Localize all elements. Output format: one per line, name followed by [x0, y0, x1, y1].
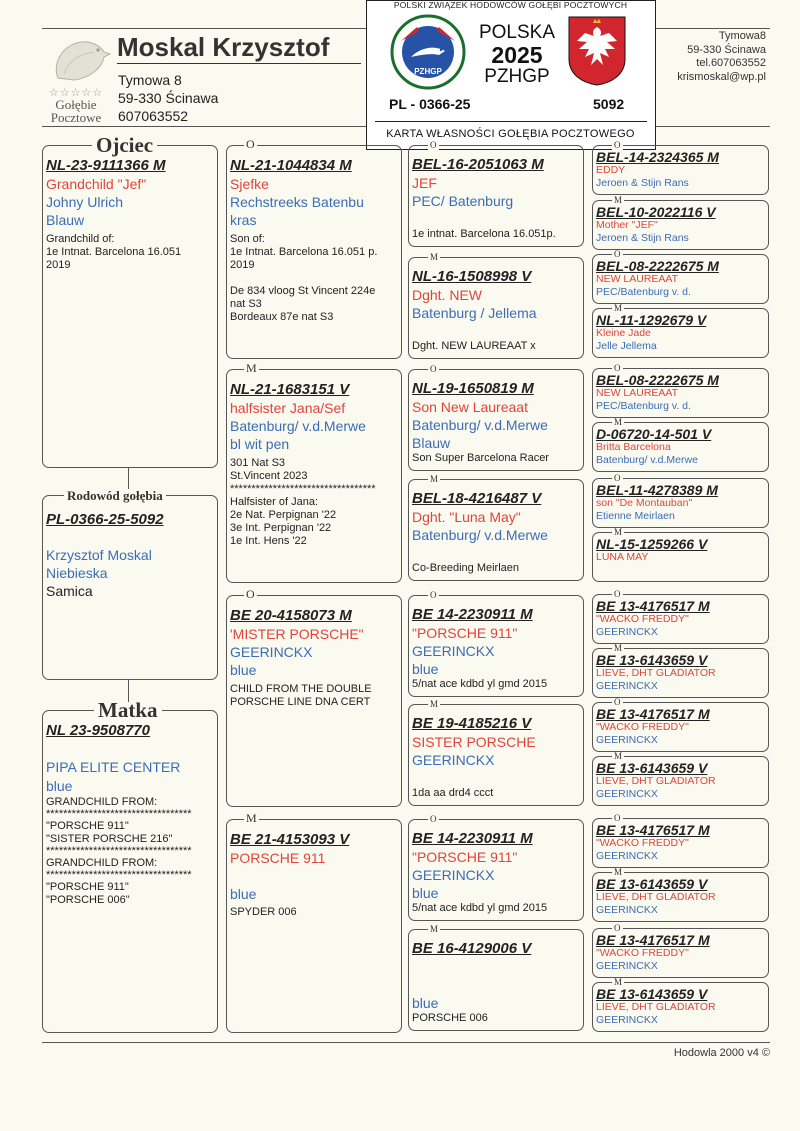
gen4-16-sex-label: M — [614, 977, 623, 987]
gen4-7-breeder: Etienne Meirlaen — [596, 510, 675, 522]
gen3-3-sex-label: O — [430, 364, 437, 374]
gen2-1-name: Sjefke — [230, 176, 269, 192]
card-top-text: POLSKI ZWIĄZEK HODOWCÓW GOŁĘBI POCZTOWYCH — [393, 0, 628, 10]
mother-label: Matka — [94, 702, 162, 719]
card-year: 2025 — [491, 42, 543, 68]
gen4-12-breeder: GEERINCKX — [596, 788, 658, 800]
gen3-8-color: blue — [412, 995, 439, 1011]
gen2-1-color: kras — [230, 212, 257, 228]
subject-ring: PL-0366-25-5092 — [46, 511, 164, 528]
gen2-1-notes: Son of: 1e Intnat. Barcelona 16.051 p. 2019 De 834 vloog St Vincent 224e nat S3 Bordeaux 87e nat S3 — [230, 233, 378, 323]
father-color: Blauw — [46, 212, 85, 228]
gen4-5-breeder: PEC/Batenburg v. d. — [596, 400, 691, 412]
gen4-11-ring: BE 13-4176517 M — [596, 706, 710, 722]
gen3-3-breeder: Batenburg/ v.d.Merwe — [412, 417, 548, 433]
father-label: Ojciec — [92, 137, 157, 154]
gen4-2-sex-label: M — [614, 195, 623, 205]
father-breeder: Johny Ulrich — [46, 194, 124, 210]
gen3-8-sex-label: M — [430, 924, 439, 934]
gen2-2-ring: NL-21-1683151 V — [230, 381, 350, 398]
gen4-15-ring: BE 13-4176517 M — [596, 932, 710, 948]
card-bottom-text: KARTA WŁASNOŚCI GOŁĘBIA POCZTOWEGO — [386, 128, 635, 140]
contact-email: krismoskal@wp.pl — [677, 70, 766, 83]
gen3-2-breeder: Batenburg / Jellema — [412, 305, 537, 321]
gen4-3-breeder: PEC/Batenburg v. d. — [596, 286, 691, 298]
gen4-7-ring: BEL-11-4278389 M — [596, 482, 718, 498]
owner-address-2: 59-330 Ścinawa — [118, 90, 219, 106]
gen2-3-color: blue — [230, 662, 257, 678]
gen4-14-sex-label: M — [614, 867, 623, 877]
gen4-7-sex-label: O — [614, 473, 621, 483]
header-contact — [677, 30, 766, 84]
gen4-13-name: "WACKO FREDDY" — [596, 837, 689, 849]
mother-notes: GRANDCHILD FROM: ********************************** "PORSCHE 911" "SISTER PORSCHE 216" ********************************** GRANDCHILD FROM: ********************************** "PORSCHE 911" "PORSCHE 006" — [46, 796, 192, 906]
card-ring-left: PL - 0366-25 — [389, 96, 471, 112]
polish-eagle-emblem-icon — [567, 15, 627, 92]
gen4-5-ring: BEL-08-2222675 M — [596, 372, 719, 388]
gen4-13-sex-label: O — [614, 813, 621, 823]
gen4-8-name: LUNA MAY — [596, 551, 649, 563]
mother-name: PIPA ELITE CENTER — [46, 759, 181, 775]
gen4-11-breeder: GEERINCKX — [596, 734, 658, 746]
gen3-3-name: Son New Laureaat — [412, 399, 528, 415]
gen2-4-name: PORSCHE 911 — [230, 850, 326, 866]
gen3-6-notes: 1da aa drd4 ccct — [412, 787, 494, 799]
logo-stars: ☆☆☆☆☆ — [48, 87, 104, 99]
gen3-7-breeder: GEERINCKX — [412, 867, 495, 883]
gen2-1-ring: NL-21-1044834 M — [230, 157, 352, 174]
father-ring: NL-23-9111366 M — [46, 157, 166, 174]
gen3-6-breeder: GEERINCKX — [412, 752, 495, 768]
gen3-8-notes: PORSCHE 006 — [412, 1012, 488, 1024]
gen2-1-breeder: Rechstreeks Batenbu — [230, 194, 364, 210]
owner-address-1: Tymowa 8 — [118, 72, 182, 88]
gen3-1-name: JEF — [412, 175, 437, 191]
pzhgp-emblem-icon — [389, 13, 467, 96]
gen3-4-breeder: Batenburg/ v.d.Merwe — [412, 527, 548, 543]
logo-text-2: Pocztowe — [50, 110, 102, 125]
gen4-4-name: Kleine Jade — [596, 327, 651, 339]
gen3-4-name: Dght. "Luna May" — [412, 509, 521, 525]
owner-name-underline — [117, 63, 361, 64]
emblem-label: PZHGP — [414, 67, 442, 76]
gen4-9-name: "WACKO FREDDY" — [596, 613, 689, 625]
gen4-12-name: LIEVE, DHT GLADIATOR — [596, 775, 716, 787]
gen4-1-sex-label: O — [614, 140, 621, 150]
father-name: Grandchild "Jef" — [46, 176, 147, 192]
gen2-3-sex-label: O — [246, 587, 255, 601]
gen3-7-notes: 5/nat ace kdbd yl gmd 2015 — [412, 902, 548, 914]
gen4-4-breeder: Jelle Jellema — [596, 340, 657, 352]
gen4-2-name: Mother "JEF" — [596, 219, 658, 231]
gen2-2-name: halfsister Jana/Sef — [230, 400, 346, 416]
gen4-7-name: son "De Montauban" — [596, 497, 693, 509]
gen4-10-name: LIEVE, DHT GLADIATOR — [596, 667, 716, 679]
gen4-12-ring: BE 13-6143659 V — [596, 760, 708, 776]
gen4-13-breeder: GEERINCKX — [596, 850, 658, 862]
gen2-1-sex-label: O — [246, 137, 255, 151]
gen4-1-name: EDDY — [596, 164, 626, 176]
owner-name: Moskal Krzysztof — [117, 32, 330, 62]
gen4-14-ring: BE 13-6143659 V — [596, 876, 708, 892]
gen4-14-name: LIEVE, DHT GLADIATOR — [596, 891, 716, 903]
card-polska: POLSKA — [478, 22, 556, 43]
gen3-3-ring: NL-19-1650819 M — [412, 380, 534, 397]
gen3-1-ring: BEL-16-2051063 M — [412, 156, 544, 173]
gen4-16-breeder: GEERINCKX — [596, 1014, 658, 1026]
gen4-5-sex-label: O — [614, 363, 621, 373]
gen4-10-breeder: GEERINCKX — [596, 680, 658, 692]
logo-text-1: Gołębie — [55, 97, 97, 112]
pigeon-logo-icon — [44, 34, 114, 86]
father-notes: Grandchild of: 1e Intnat. Barcelona 16.051 2019 — [46, 233, 182, 271]
gen4-1-ring: BEL-14-2324365 M — [596, 149, 719, 165]
gen4-15-name: "WACKO FREDDY" — [596, 947, 689, 959]
gen2-4-sex-label: M — [246, 811, 257, 825]
gen4-3-ring: BEL-08-2222675 M — [596, 258, 719, 274]
gen3-5-notes: 5/nat ace kdbd yl gmd 2015 — [412, 678, 548, 690]
gen3-6-ring: BE 19-4185216 V — [412, 715, 532, 732]
gen2-3-name: 'MISTER PORSCHE" — [230, 626, 364, 642]
gen3-4-ring: BEL-18-4216487 V — [412, 490, 542, 507]
gen4-2-ring: BEL-10-2022116 V — [596, 204, 716, 220]
gen4-15-sex-label: O — [614, 923, 621, 933]
gen3-1-breeder: PEC/ Batenburg — [412, 193, 514, 209]
gen2-3-notes: CHILD FROM THE DOUBLE PORSCHE LINE DNA CERT — [230, 683, 372, 708]
gen4-4-sex-label: M — [614, 303, 623, 313]
card-ring-right: 5092 — [593, 96, 625, 112]
gen2-2-notes: 301 Nat S3 St.Vincent 2023 ********************************** Halfsister of Jana: 2e Nat. Perpignan '22 3e Int. Perpignan '22 1e Int. Hens '22 — [230, 457, 376, 547]
gen2-4-color: blue — [230, 886, 257, 902]
gen4-4-ring: NL-11-1292679 V — [596, 312, 707, 328]
mother-ring: NL 23-9508770 — [46, 722, 150, 739]
footer-rule — [42, 1042, 770, 1043]
gen3-5-breeder: GEERINCKX — [412, 643, 495, 659]
gen2-2-breeder: Batenburg/ v.d.Merwe — [230, 418, 366, 434]
gen3-1-notes: 1e intnat. Barcelona 16.051p. — [412, 228, 556, 240]
ownership-card — [366, 0, 656, 150]
gen4-15-breeder: GEERINCKX — [596, 960, 658, 972]
gen3-5-name: "PORSCHE 911" — [412, 625, 518, 641]
gen3-5-ring: BE 14-2230911 M — [412, 606, 533, 623]
contact-street: Tymowa8 — [718, 30, 766, 42]
gen3-4-notes: Co-Breeding Meirlaen — [412, 562, 519, 574]
gen4-12-sex-label: M — [614, 751, 623, 761]
gen4-11-name: "WACKO FREDDY" — [596, 721, 689, 733]
gen4-16-name: LIEVE, DHT GLADIATOR — [596, 1001, 716, 1013]
contact-city: 59-330 Ścinawa — [687, 43, 766, 56]
gen3-7-color: blue — [412, 885, 439, 901]
gen3-5-sex-label: O — [430, 590, 437, 600]
gen4-16-ring: BE 13-6143659 V — [596, 986, 708, 1002]
gen2-3-breeder: GEERINCKX — [230, 644, 313, 660]
footer-text: Hodowla 2000 v4 © — [673, 1047, 770, 1059]
card-divider — [375, 121, 647, 122]
pedigree-label: Rodowód gołębia — [64, 489, 166, 502]
gen4-6-breeder: Batenburg/ v.d.Merwe — [596, 454, 698, 466]
gen3-1-sex-label: O — [430, 140, 437, 150]
gen3-6-name: SISTER PORSCHE — [412, 734, 536, 750]
gen2-4-notes: SPYDER 006 — [230, 906, 297, 918]
mother-color: blue — [46, 778, 73, 794]
gen3-2-notes: Dght. NEW LAUREAAT x — [412, 340, 536, 352]
subject-color: Niebieska — [46, 565, 108, 581]
gen2-4-ring: BE 21-4153093 V — [230, 831, 350, 848]
gen4-1-breeder: Jeroen & Stijn Rans — [596, 177, 689, 189]
gen3-6-sex-label: M — [430, 699, 439, 709]
subject-sex: Samica — [46, 583, 93, 599]
gen3-5-color: blue — [412, 661, 439, 677]
gen4-11-sex-label: O — [614, 697, 621, 707]
gen4-8-ring: NL-15-1259266 V — [596, 536, 708, 552]
gen3-7-name: "PORSCHE 911" — [412, 849, 518, 865]
gen4-2-breeder: Jeroen & Stijn Rans — [596, 232, 689, 244]
contact-phone: tel.607063552 — [696, 57, 766, 69]
gen4-6-sex-label: M — [614, 417, 623, 427]
subject-owner: Krzysztof Moskal — [46, 547, 152, 563]
gen2-2-sex-label: M — [246, 361, 257, 375]
gen4-6-ring: D-06720-14-501 V — [596, 426, 712, 442]
gen3-3-color: Blauw — [412, 435, 451, 451]
gen4-5-name: NEW LAUREAAT — [596, 387, 679, 399]
gen4-8-sex-label: M — [614, 527, 623, 537]
gen4-6-name: Britta Barcelona — [596, 441, 671, 453]
gen4-9-sex-label: O — [614, 589, 621, 599]
gen4-14-breeder: GEERINCKX — [596, 904, 658, 916]
gen4-9-breeder: GEERINCKX — [596, 626, 658, 638]
gen4-10-ring: BE 13-6143659 V — [596, 652, 708, 668]
gen4-13-ring: BE 13-4176517 M — [596, 822, 710, 838]
gen3-7-ring: BE 14-2230911 M — [412, 830, 533, 847]
owner-phone: 607063552 — [118, 108, 189, 124]
gen3-4-sex-label: M — [430, 474, 439, 484]
gen4-10-sex-label: M — [614, 643, 623, 653]
gen3-2-ring: NL-16-1508998 V — [412, 268, 532, 285]
gen2-3-ring: BE 20-4158073 M — [230, 607, 352, 624]
gen4-9-ring: BE 13-4176517 M — [596, 598, 710, 614]
gen4-3-sex-label: O — [614, 249, 621, 259]
gen3-8-ring: BE 16-4129006 V — [412, 940, 532, 957]
gen3-7-sex-label: O — [430, 814, 437, 824]
gen3-2-name: Dght. NEW — [412, 287, 483, 303]
card-pzhgp: PZHGP — [484, 66, 550, 87]
gen3-3-notes: Son Super Barcelona Racer — [412, 452, 549, 464]
gen3-2-sex-label: M — [430, 252, 439, 262]
gen4-3-name: NEW LAUREAAT — [596, 273, 679, 285]
gen2-2-color: bl wit pen — [230, 436, 290, 452]
